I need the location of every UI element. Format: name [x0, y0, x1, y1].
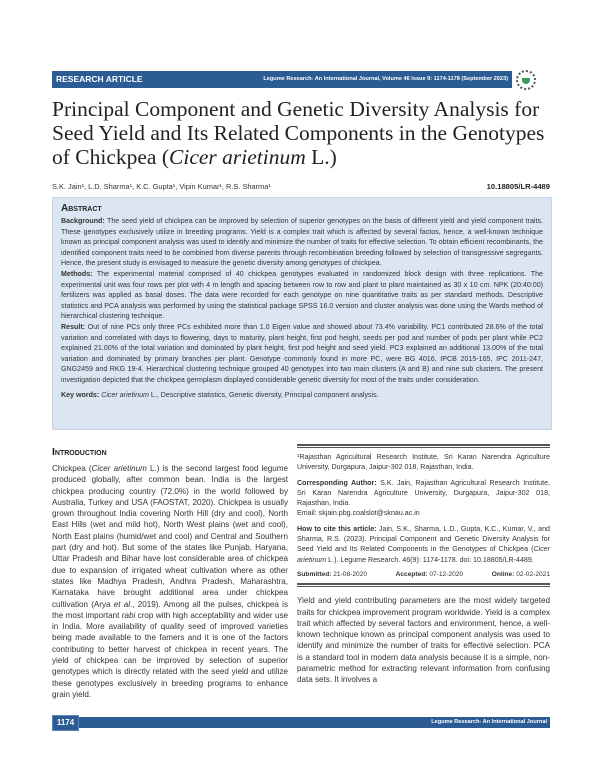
- affiliation: ¹Rajasthan Agricultural Research Institute, Sri Karan Narendra Agriculture University, Durgapura, Jaipur-302 018, Rajasthan, India.: [297, 453, 550, 472]
- introduction-text: Chickpea (Cicer arietinum L.) is the second largest food legume produced globally, after common bean. India is the largest chickpea producing country (72.0%) in the world followed by Australia, Turkey and USA (FAOSTAT, 2020). Chickpea is usually grown throughout India covering North Hill (dry and cool), North East Hills (wet and mild hot), North West plains (wet and cool), North East plains (humid/wet and cool) and Central and Southern part (dry and hot). But some of the states like Punjab, Haryana, Uttar Pradesh and Bihar have lost considerable area of chickpea due to expansion of irrigated wheat cultivation where as other states like Madhya Pradesh, Andhra Pradesh, Maharashtra, Karnataka have brought additional area under chickpea cultivation (Arya et al., 2019). Among all the pulses, chickpea is the most important rabi crop with high acceptability and wider use in India. More availability of quality seed of improved varieties being made available to the famers and it is one of the factors contributing to better harvest of chickpea in recent years. The yield of chickpea can be improved by selection of superior genotypes which is directly related with the seed yield and utilize these genotypes exclusively in breeding programs to enhance grain yield.: [52, 464, 289, 699]
- authors: S.K. Jain¹, L.D. Sharma¹, K.C. Gupta¹, Vipin Kumar¹, R.S. Sharma¹: [52, 182, 271, 191]
- keywords: Key words: Cicer arietinum L., Descriptive statistics, Genetic diversity, Principal component analysis.: [61, 390, 379, 399]
- submitted-date: Submitted: 21-08-2020: [297, 570, 367, 578]
- introduction-heading: Introduction: [52, 446, 107, 458]
- divider: [297, 444, 550, 448]
- divider: [297, 583, 550, 587]
- corresponding-author: Corresponding Author: S.K. Jain, Rajasthan Agricultural Research Institute, Sri Karan Narendra Agriculture University, Durgapura, Jaipur-302 018, Rajasthan, India. Email: skjain.pbg.coalslot@sknau.ac.in: [297, 478, 551, 518]
- abstract-background: Background: The seed yield of chickpea can be improved by selection of superior genotypes on the basis of different yield and yield component traits. These genotypes exclusively utilize in breeding programs. Yield is a complex trait which is affected by several factos, hence, a well-known technique known as principal component analysis was used to identify and minimize the number of traits for effective selection. To obtain efficient recombinants, the identified component traits need to be combined from diverse parents through recombination breeding followed by selection of transgressive segregants. Hence, the present study is envisaged to measure the genetic diversity among genotypes of chickpea.: [61, 217, 543, 268]
- header-bar: [52, 71, 512, 88]
- footer-bar: [52, 717, 550, 728]
- article-title: Principal Component and Genetic Diversity Analysis for Seed Yield and Its Related Components in the Genotypes of Chickpea (Cicer arietinum L.): [52, 97, 545, 169]
- right-body-text: Yield and yield contributing parameters are the most widely targeted traits for chickpea improvement program worldwide. Yield is a complex trait which affected by several factors and environment, hence, a well-known technique known as principal component analysis was used to identify and minimize the number of traits for effective selection. PCA is a standard tool in modern data analysis because it is a simple, non-parametric method for extracting relevant information from confusing data sets. It involves a: [297, 596, 550, 685]
- accepted-date: Accepted: 07-12-2020: [395, 570, 464, 578]
- article-type: RESEARCH ARTICLE: [56, 74, 143, 84]
- doi: 10.18805/LR-4489: [486, 182, 550, 191]
- journal-line: Legume Research- An International Journal, Volume 46 Issue 9: 1174-1178 (September 2023): [263, 75, 508, 82]
- right-column: [297, 444, 550, 686]
- footer-journal: Legume Research- An International Journal: [431, 718, 547, 725]
- citation: How to cite this article: Jain, S.K., Sharma, L.D., Gupta, K.C., Kumar, V., and Sharma, R.S. (2023). Principal Component and Genetic Diversity Analysis for Seed Yield and Its Related Components in the Genotypes of Chickpea (Cicer arietinum L.). Legume Research. 46(9): 1174-1178. doi: 10.18805/LR-4489.: [297, 524, 550, 564]
- online-date: Online: 02-02-2021: [491, 570, 550, 578]
- journal-logo-icon: [516, 70, 536, 90]
- abstract-methods: Methods: The experimental material comprised of 40 chickpea genotypes evaluated in randomized block design with three replications. The experimental unit was four rows per plot with 4 m length and spacing between row to row and plant to plant maintained as 30 x 10 cm. NPK (20:40:00) fertilizers was applied as basal doses. The data were recorded for each genotype on nine quantitative traits as per standard methods. Descriptive statistics and PCA analysis was performed by using the statistical package SPSS 16.0 version and cluster analysis was done using the Wards method of hierarchical clustering technique.: [61, 269, 543, 321]
- page-number: 1174: [52, 715, 79, 731]
- abstract-box: [52, 197, 552, 430]
- abstract-result: Result: Out of nine PCs only three PCs exhibited more than 1.0 Eigen value and showed about 73.4% variability. PC1 contributed 28.6% of the total variation and correlated with days to flowering, days to maturity, plant height, first pod height, seeds per pod and number of pods per plant while PC2 explained 21.00% of the total variation and dominated by plant height, first pod height and seed yield. PC3 explained an additional 13.00% of the total variation and dominated by primary branches per plant. Genotype commonly found in more PC, were BG 4016, IPCB 2015-165, IPC 2011-247, GNG2459 and RKG 19-4. Hierarchical clustering technique grouped 40 genotypes into two main clusters (A and B) and nine sub clusters. The present investigation depicted that the chickpea germplasm displayed considerable genetic diversity for most of the traits under consideration.: [61, 322, 543, 384]
- abstract-heading: Abstract: [61, 203, 102, 214]
- dates: [297, 570, 550, 580]
- email-link[interactable]: Email: skjain.pbg.coalslot@sknau.ac.in: [297, 509, 420, 518]
